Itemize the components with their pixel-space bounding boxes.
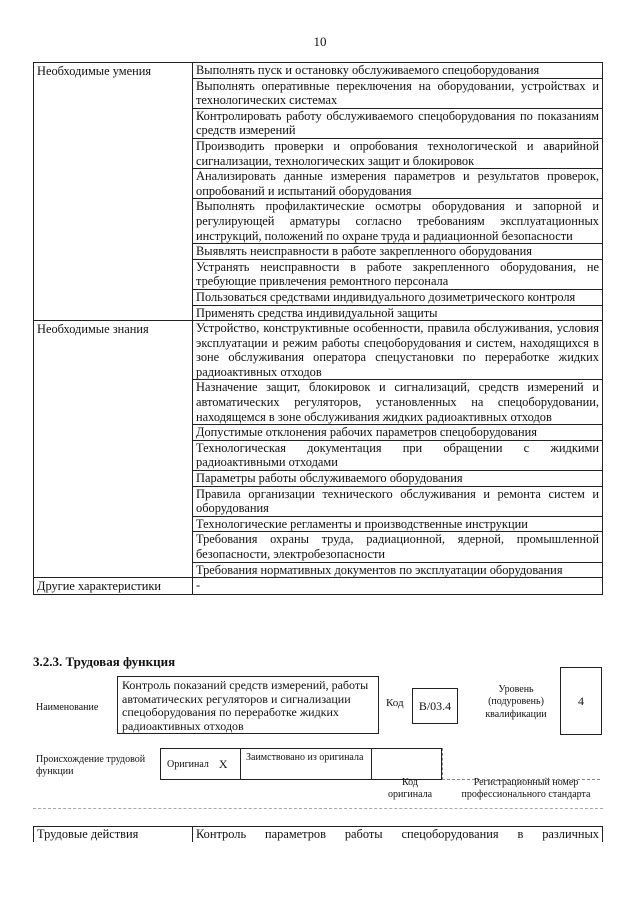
other-label: Другие характеристики xyxy=(34,578,193,595)
knowledge-item: Технологические регламенты и производственные инструкции xyxy=(193,516,603,532)
knowledge-item: Технологическая документация при обращении с жидкими радиоактивными отходами xyxy=(193,440,603,470)
skills-item: Пользоваться средствами индивидуального дозиметрического контроля xyxy=(193,289,603,305)
actions-label: Трудовые действия xyxy=(34,827,193,842)
skills-item: Выполнять профилактические осмотры оборудования и запорной и регулирующей арматуры согласно требованиям эксплуатационных инструкций, положений по охране труда и радиационной безопасности xyxy=(193,199,603,244)
table-row xyxy=(34,63,603,79)
code-label: Код xyxy=(386,697,404,709)
skills-item: Анализировать данные измерения параметров и результатов проверок, опробований и испытаний оборудования xyxy=(193,169,603,199)
level-value: 4 xyxy=(560,667,602,735)
table-row xyxy=(34,578,603,595)
action-item: Контроль параметров работы спецоборудования в различных xyxy=(193,827,603,842)
origin-label: Происхождение трудовой функции xyxy=(36,754,146,777)
knowledge-item: Требования охраны труда, радиационной, ядерной, промышленной безопасности, электробезопасности xyxy=(193,532,603,562)
table-row xyxy=(34,321,603,380)
knowledge-item: Требования нормативных документов по эксплуатации оборудования xyxy=(193,562,603,578)
skills-item: Применять средства индивидуальной защиты xyxy=(193,305,603,321)
skills-item: Выполнять оперативные переключения на оборудовании, устройствах и технологических системах xyxy=(193,78,603,108)
page-number: 10 xyxy=(313,34,327,49)
skills-label: Необходимые умения xyxy=(34,63,193,321)
knowledge-label: Необходимые знания xyxy=(34,321,193,578)
function-name: Контроль показаний средств измерений, работы автоматических регуляторов и сигнализации спецоборудования по переработке жидких радиоактивных отходов xyxy=(117,676,379,734)
section-title: 3.2.3. Трудовая функция xyxy=(33,654,176,669)
original-cell xyxy=(160,748,240,780)
actions-table xyxy=(33,826,603,842)
skills-item: Производить проверки и опробования технологической и аварийной сигнализации, технологических защит и блокировок xyxy=(193,138,603,168)
knowledge-item: Назначение защит, блокировок и сигнализаций, средств измерений и автоматических регуляторов, установленных на спецоборудовании, находящемся в зоне обслуживания жидких радиоактивных отходов xyxy=(193,380,603,425)
other-value: - xyxy=(193,578,603,595)
knowledge-item: Устройство, конструктивные особенности, правила обслуживания, условия эксплуатации и режим работы спецоборудования и систем, находящихся в зоне обслуживания оператора спецустановки по переработке жидких радиоактивных отходов xyxy=(193,321,603,380)
knowledge-item: Параметры работы обслуживаемого оборудования xyxy=(193,471,603,487)
level-label: Уровень (подуровень) квалификации xyxy=(485,684,547,720)
requirements-table xyxy=(33,62,603,595)
code-value: В/03.4 xyxy=(412,688,458,724)
origin-code-caption: Код оригинала xyxy=(387,777,433,800)
reg-number-caption: Регистрационный номер профессионального стандарта xyxy=(461,777,591,800)
divider xyxy=(33,808,603,809)
name-label: Наименование xyxy=(36,702,99,713)
original-mark: X xyxy=(218,756,228,771)
skills-item: Выявлять неисправности в работе закрепленного оборудования xyxy=(193,244,603,260)
skills-item: Контролировать работу обслуживаемого спецоборудования по показаниям средств измерений xyxy=(193,108,603,138)
skills-item: Устранять неисправности в работе закрепленного оборудования, не требующие привлечения ремонтного персонала xyxy=(193,259,603,289)
skills-item: Выполнять пуск и остановку обслуживаемого спецоборудования xyxy=(193,63,603,79)
knowledge-item: Правила организации технического обслуживания и ремонта систем и оборудования xyxy=(193,486,603,516)
origin-code-cell xyxy=(372,748,442,780)
reg-number-cell xyxy=(442,748,600,780)
borrowed-label: Заимствовано из оригинала xyxy=(240,748,372,780)
knowledge-item: Допустимые отклонения рабочих параметров спецоборудования xyxy=(193,425,603,441)
original-label: Оригинал xyxy=(167,758,209,770)
table-row xyxy=(34,827,603,842)
